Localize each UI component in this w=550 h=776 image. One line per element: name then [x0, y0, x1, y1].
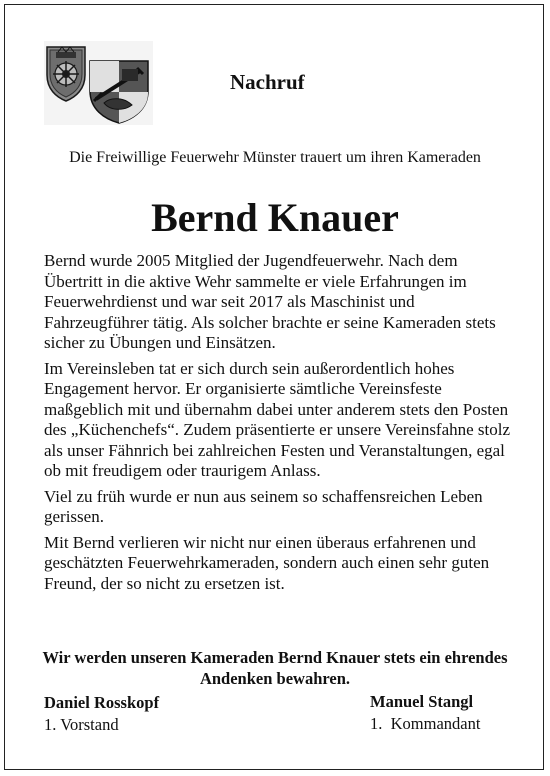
- obituary-paragraph: Mit Bernd verlieren wir nicht nur einen überaus erfahrenen und geschätzten Feuerwehrkameraden, sondern auch einen sehr guten Freund, der so nicht zu ersetzen ist.: [44, 532, 490, 593]
- signature-block-commander: [370, 691, 480, 735]
- signatory-role: 1. Kommandant: [370, 714, 481, 733]
- obituary-paragraph: Bernd wurde 2005 Mitglied der Jugendfeuerwehr. Nach dem Übertritt in die aktive Wehr sammelte er viele Erfahrungen im Feuerwehrdienst und war seit 2017 als Maschinist und Fahrzeugführer tätig. Als solcher brachte er seine Kameraden stets sicher zu Übungen und Einsätzen.: [44, 251, 496, 352]
- signature-block-chairman: [44, 692, 159, 736]
- signatory-role: 1. Vorstand: [44, 715, 119, 734]
- obituary-body: [44, 251, 514, 599]
- fire-brigade-crest-icon: [47, 47, 85, 101]
- obituary-paragraph: Viel zu früh wurde er nun aus seinem so schaffensreichen Leben gerissen.: [44, 486, 483, 526]
- signatory-name: Manuel Stangl: [370, 692, 474, 711]
- crest-group: [44, 41, 153, 125]
- deceased-name: Bernd Knauer: [151, 195, 399, 240]
- notice-heading: Nachruf: [230, 70, 305, 94]
- signatory-name: Daniel Rosskopf: [44, 693, 160, 712]
- closing-statement: Wir werden unseren Kameraden Bernd Knauer stets ein ehrendes Andenken bewahren.: [42, 648, 508, 688]
- intro-text: Die Freiwillige Feuerwehr Münster trauert um ihren Kameraden: [69, 149, 481, 166]
- obituary-paragraph: Im Vereinsleben tat er sich durch sein außerordentlich hohes Engagement hervor. Er organisierte sämtliche Vereinsfeste maßgeblich mit und übernahm dabei unter anderem stets den Posten des „Küchenchefs“. Zudem präsentierte er unsere Vereinsfahne stolz als unser Fähnrich bei zahlreichen Festen und Veranstaltungen, egal ob mit freudigem oder traurigem Anlass.: [44, 358, 511, 480]
